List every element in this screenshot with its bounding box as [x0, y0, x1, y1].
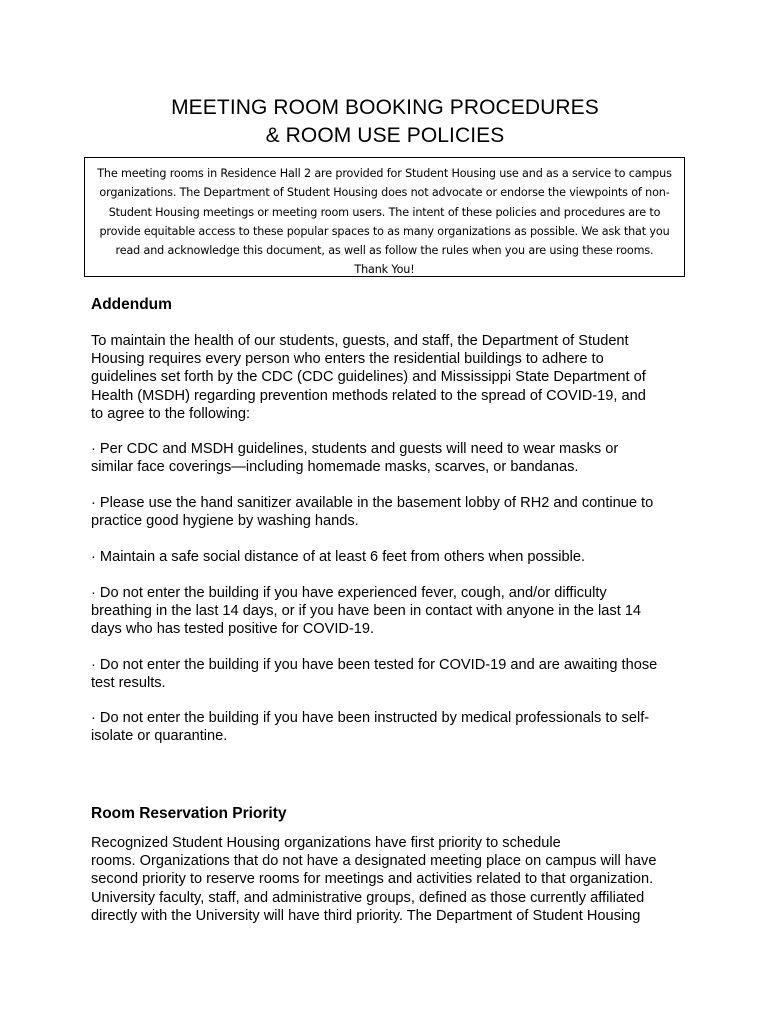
document-title-line-2: & ROOM USE POLICIES: [265, 124, 505, 147]
bullet-line: breathing in the last 14 days, or if you have been in contact with anyone in the last 14: [91, 603, 642, 620]
paragraph-line: University faculty, staff, and administrative groups, defined as those currently affiliated: [91, 889, 645, 906]
bullet-line: · Do not enter the building if you have been instructed by medical professionals to self-: [91, 710, 650, 726]
addendum-bullet-masks: [91, 440, 691, 476]
addendum-intro-paragraph: [91, 332, 691, 423]
intro-line: provide equitable access to these popular spaces to as many organizations as possible. We ask that you: [99, 224, 670, 238]
addendum-heading: Addendum: [91, 296, 172, 313]
paragraph-line: Recognized Student Housing organizations have first priority to schedule: [91, 835, 561, 851]
paragraph-line: guidelines set forth by the CDC (CDC guidelines) and Mississippi State Department of: [91, 369, 646, 386]
bullet-line: days who has tested positive for COVID-19.: [91, 621, 375, 638]
paragraph-line: directly with the University will have third priority. The Department of Student Housing: [91, 907, 641, 924]
room-reservation-priority-paragraph: [91, 834, 691, 925]
addendum-bullet-symptoms: [91, 584, 691, 639]
paragraph-line: rooms. Organizations that do not have a designated meeting place on campus will have: [91, 853, 657, 870]
bullet-line: · Per CDC and MSDH guidelines, students and guests will need to wear masks or: [91, 441, 619, 457]
addendum-bullet-social-distance: [91, 548, 691, 566]
document-title-line-1: MEETING ROOM BOOKING PROCEDURES: [171, 96, 599, 119]
addendum-bullet-sanitizer: [91, 494, 691, 530]
bullet-line: · Please use the hand sanitizer available in the basement lobby of RH2 and continue to: [91, 495, 654, 511]
bullet-line: · Do not enter the building if you have experienced fever, cough, and/or difficulty: [91, 585, 607, 601]
bullet-line: practice good hygiene by washing hands.: [91, 513, 359, 530]
paragraph-line: To maintain the health of our students, guests, and staff, the Department of Student: [91, 333, 629, 349]
intro-line: read and acknowledge this document, as well as follow the rules when you are using these rooms.: [115, 244, 654, 258]
intro-line: The meeting rooms in Residence Hall 2 are provided for Student Housing use and as a service to campus: [97, 167, 672, 180]
paragraph-line: Housing requires every person who enters the residential buildings to adhere to: [91, 351, 604, 368]
room-reservation-priority-heading: Room Reservation Priority: [91, 805, 287, 822]
paragraph-line: second priority to reserve rooms for meetings and activities related to that organization.: [91, 871, 654, 888]
bullet-line: similar face coverings—including homemade masks, scarves, or bandanas.: [91, 459, 579, 476]
addendum-bullet-quarantine: [91, 709, 691, 745]
intro-line-thank-you: Thank You!: [354, 263, 415, 277]
addendum-bullet-awaiting-results: [91, 656, 691, 692]
intro-line: Student Housing meetings or meeting room users. The intent of these policies and procedures are to: [108, 205, 661, 219]
intro-line: organizations. The Department of Student Housing does not advocate or endorse the viewpoints of non-: [99, 186, 670, 200]
bullet-line: test results.: [91, 675, 166, 692]
intro-notice-box: [84, 157, 685, 277]
paragraph-line: Health (MSDH) regarding prevention methods related to the spread of COVID-19, and: [91, 387, 646, 404]
bullet-line: · Do not enter the building if you have been tested for COVID-19 and are awaiting those: [91, 657, 658, 673]
bullet-line: isolate or quarantine.: [91, 728, 228, 745]
paragraph-line: to agree to the following:: [91, 405, 251, 422]
bullet-line: · Maintain a safe social distance of at least 6 feet from others when possible.: [91, 549, 586, 565]
